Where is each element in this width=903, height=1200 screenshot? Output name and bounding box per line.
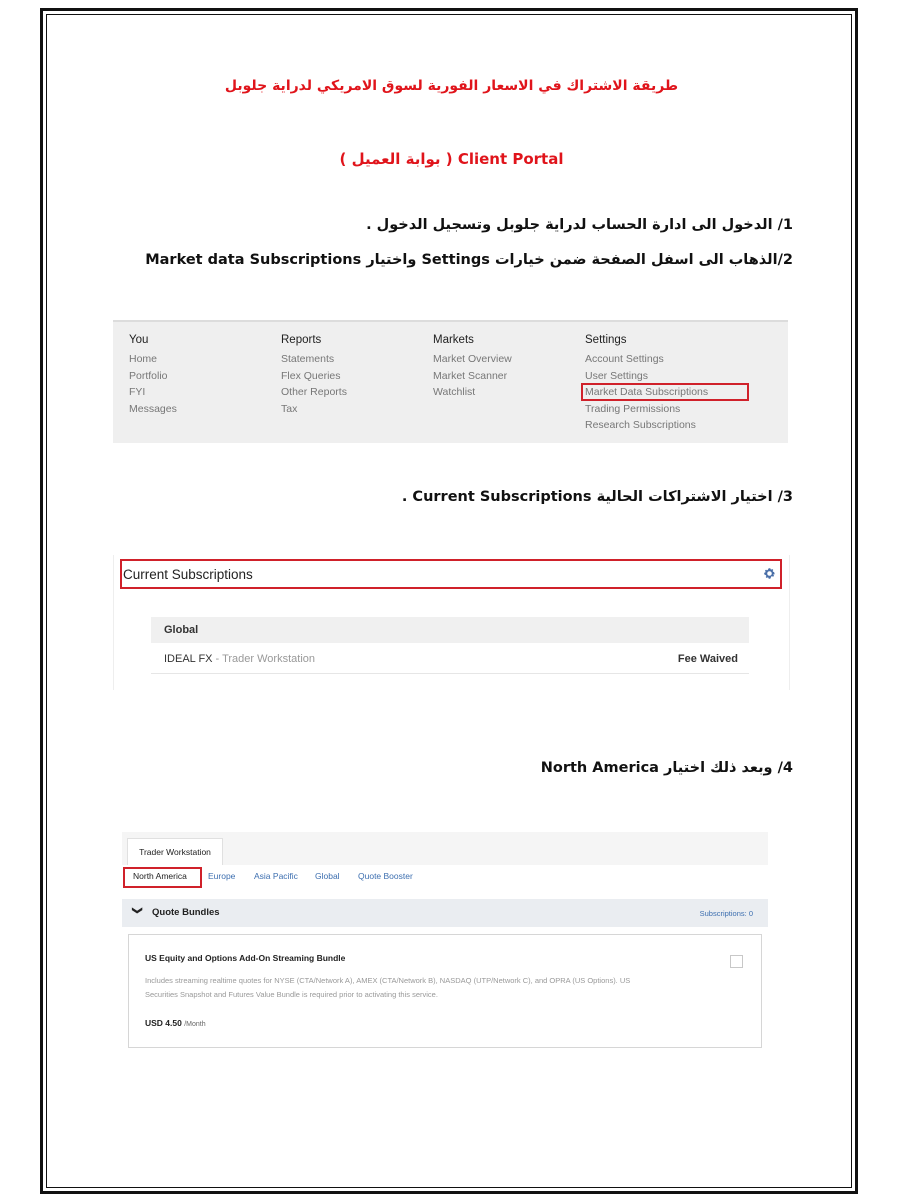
bundle-checkbox[interactable] (730, 955, 743, 968)
menu-item-tax[interactable]: Tax (281, 402, 298, 415)
menu-item-fyi[interactable]: FYI (129, 386, 146, 398)
document-subtitle: Client Portal ( بوابة العميل ) (339, 150, 564, 168)
menu-column-reports (281, 334, 347, 417)
menu-item-messages[interactable]: Messages (129, 402, 177, 415)
quote-bundles-section-header[interactable] (122, 899, 768, 927)
tab-europe[interactable]: Europe (208, 871, 236, 881)
subscriptions-count: Subscriptions: 0 (699, 909, 753, 918)
quote-bundles-title: Quote Bundles (152, 907, 220, 918)
menu-header: Settings (585, 334, 627, 346)
subscription-name: IDEAL FX (164, 653, 213, 665)
menu-item-other-reports[interactable]: Other Reports (281, 386, 347, 398)
tab-trader-workstation[interactable]: Trader Workstation (127, 838, 223, 865)
portal-menu-screenshot (113, 320, 788, 443)
menu-item-portfolio[interactable]: Portfolio (129, 369, 168, 382)
menu-item-watchlist[interactable]: Watchlist (433, 386, 476, 398)
bundle-price (145, 1018, 206, 1028)
menu-header: Reports (281, 334, 322, 346)
table-header-label: Global (164, 624, 199, 636)
menu-item-user-settings[interactable]: User Settings (585, 369, 649, 382)
subscription-platform: - Trader Workstation (212, 653, 315, 665)
menu-header: Markets (433, 334, 474, 346)
tab-asia-pacific[interactable]: Asia Pacific (254, 871, 298, 881)
menu-column-markets (433, 334, 512, 401)
subscription-name-cell (164, 645, 315, 673)
subscription-fee: Fee Waived (677, 653, 738, 665)
step-2: 2/الذهاب الى اسفل الصفحة ضمن خيارات Settings واختيار Market data Subscriptions (145, 252, 793, 268)
highlight-market-data-subscriptions (581, 383, 749, 401)
highlight-north-america (123, 867, 202, 888)
tab-quote-booster[interactable]: Quote Booster (358, 871, 413, 881)
step-1: 1/ الدخول الى ادارة الحساب لدراية جلوبل وتسجيل الدخول . (366, 217, 793, 233)
table-row (151, 645, 749, 674)
gear-icon[interactable] (763, 567, 776, 584)
bundle-price-period: /Month (184, 1021, 206, 1028)
tab-north-america[interactable]: North America (133, 871, 187, 881)
menu-item-statements[interactable]: Statements (281, 353, 335, 365)
menu-item-home[interactable]: Home (129, 353, 158, 365)
menu-item-research-subscriptions[interactable]: Research Subscriptions (585, 419, 696, 431)
menu-header: You (129, 334, 149, 346)
bundle-price-amount: USD 4.50 (145, 1018, 182, 1028)
menu-item-flex-queries[interactable]: Flex Queries (281, 369, 341, 382)
menu-column-you (129, 334, 177, 417)
bundle-title: US Equity and Options Add-On Streaming Bundle (145, 953, 346, 963)
menu-item-market-data-subscriptions[interactable]: Market Data Subscriptions (585, 386, 709, 398)
menu-item-account-settings[interactable]: Account Settings (585, 353, 664, 365)
step-4: 4/ وبعد ذلك اختيار North America (540, 760, 793, 776)
document-title: طريقة الاشتراك في الاسعار الفورية لسوق الامريكي لدراية جلوبل (224, 78, 679, 94)
menu-item-market-scanner[interactable]: Market Scanner (433, 369, 508, 382)
table-header-global (151, 617, 749, 643)
step-3: 3/ اختيار الاشتراكات الحالية Current Subscriptions . (401, 489, 793, 505)
menu-item-trading-permissions[interactable]: Trading Permissions (585, 402, 681, 415)
bundle-description: Includes streaming realtime quotes for NYSE (CTA/Network A), AMEX (CTA/Network B), NASDAQ (UTP/Network C), and OPRA (US Options). US Securities Snapshot and Futures Value Bundle is required prior to activating this service. (145, 976, 631, 999)
current-subscriptions-title: Current Subscriptions (123, 567, 253, 582)
region-tabs (122, 866, 768, 888)
bundle-card (128, 934, 762, 1048)
menu-item-market-overview[interactable]: Market Overview (433, 353, 512, 365)
chevron-down-icon[interactable]: ❯ (131, 906, 143, 915)
tab-global[interactable]: Global (315, 871, 340, 881)
